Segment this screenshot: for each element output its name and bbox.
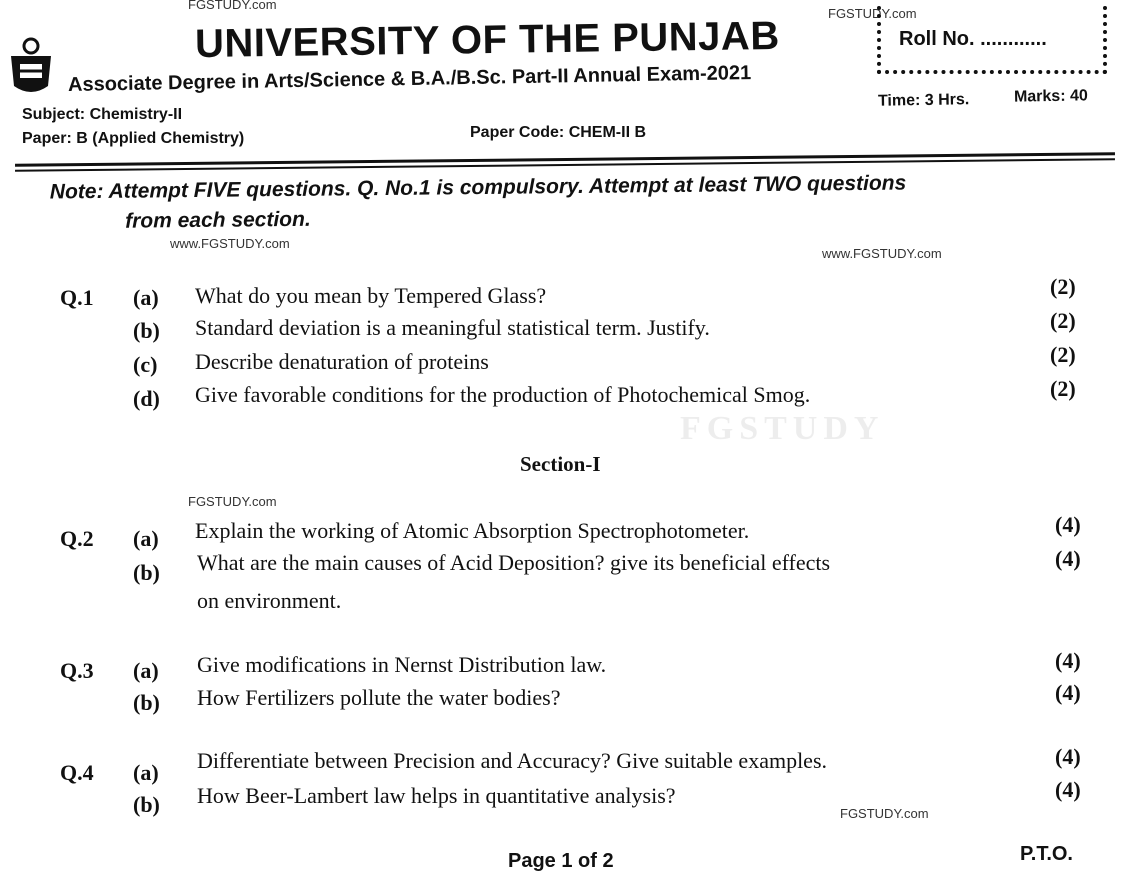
university-title: UNIVERSITY OF THE PUNJAB xyxy=(194,13,780,67)
part-letter: (b) xyxy=(133,560,160,585)
question-text: How Beer-Lambert law helps in quantitative analysis? xyxy=(197,783,676,808)
watermark-text: FGSTUDY.com xyxy=(188,494,277,509)
subject-label: Subject: Chemistry-II xyxy=(22,106,183,123)
part-letter: (a) xyxy=(133,526,159,551)
fgstudy-watermark: FGSTUDY xyxy=(680,410,885,447)
roll-number-box xyxy=(877,6,1107,74)
part-letter: (a) xyxy=(133,658,159,683)
part-letter: (b) xyxy=(133,690,160,715)
watermark-text: FGSTUDY.com xyxy=(188,0,277,12)
question-marks: (4) xyxy=(1055,648,1081,673)
question-text: on environment. xyxy=(197,588,342,613)
question-label: Q.4 xyxy=(60,760,94,785)
page-number: Page 1 of 2 xyxy=(508,850,614,872)
marks-label: Marks: 40 xyxy=(1013,87,1088,106)
university-crest-icon xyxy=(6,36,56,98)
question-text: What are the main causes of Acid Deposition? give its beneficial effects xyxy=(197,550,831,575)
watermark-text: FGSTUDY.com xyxy=(828,6,917,21)
paper-label: Paper: B (Applied Chemistry) xyxy=(22,130,245,147)
question-marks: (2) xyxy=(1050,274,1076,299)
question-label: Q.1 xyxy=(60,285,94,310)
time-label: Time: 3 Hrs. xyxy=(877,91,970,110)
question-marks: (4) xyxy=(1055,546,1081,571)
part-letter: (c) xyxy=(133,352,158,377)
watermark-text: www.FGSTUDY.com xyxy=(822,246,942,261)
part-letter: (a) xyxy=(133,760,159,785)
part-letter: (b) xyxy=(133,792,160,817)
question-marks: (2) xyxy=(1050,308,1076,333)
question-label: Q.2 xyxy=(60,526,94,551)
question-marks: (4) xyxy=(1055,680,1081,705)
watermark-text: www.FGSTUDY.com xyxy=(170,236,290,251)
roll-no-label: Roll No. ............ xyxy=(899,28,1047,50)
note-line-2: from each section. xyxy=(125,207,311,233)
question-label: Q.3 xyxy=(60,658,94,683)
question-text: Standard deviation is a meaningful statistical term. Justify. xyxy=(195,315,710,340)
pto-label: P.T.O. xyxy=(1020,843,1073,865)
part-letter: (b) xyxy=(133,318,160,343)
watermark-text: FGSTUDY.com xyxy=(840,806,929,821)
instructions-note xyxy=(50,167,1101,238)
part-letter: (a) xyxy=(133,285,159,310)
question-text: Give favorable conditions for the production of Photochemical Smog. xyxy=(195,382,811,407)
question-text: Describe denaturation of proteins xyxy=(195,349,489,374)
note-line-1: Note: Attempt FIVE questions. Q. No.1 is compulsory. Attempt at least TWO questions xyxy=(49,171,907,204)
question-text: What do you mean by Tempered Glass? xyxy=(195,283,547,308)
paper-code-label: Paper Code: CHEM-II B xyxy=(470,124,647,141)
question-marks: (4) xyxy=(1055,744,1081,769)
section-heading: Section-I xyxy=(520,452,601,476)
question-marks: (4) xyxy=(1055,512,1081,537)
exam-title: Associate Degree in Arts/Science & B.A./B.Sc. Part-II Annual Exam-2021 xyxy=(67,62,752,96)
part-letter: (d) xyxy=(133,386,160,411)
question-marks: (2) xyxy=(1050,376,1076,401)
question-text: Differentiate between Precision and Accuracy? Give suitable examples. xyxy=(197,748,828,773)
question-marks: (4) xyxy=(1055,777,1081,802)
question-text: How Fertilizers pollute the water bodies? xyxy=(197,685,561,710)
question-text: Give modifications in Nernst Distribution law. xyxy=(197,652,607,677)
question-text: Explain the working of Atomic Absorption Spectrophotometer. xyxy=(195,518,750,543)
question-marks: (2) xyxy=(1050,342,1076,367)
